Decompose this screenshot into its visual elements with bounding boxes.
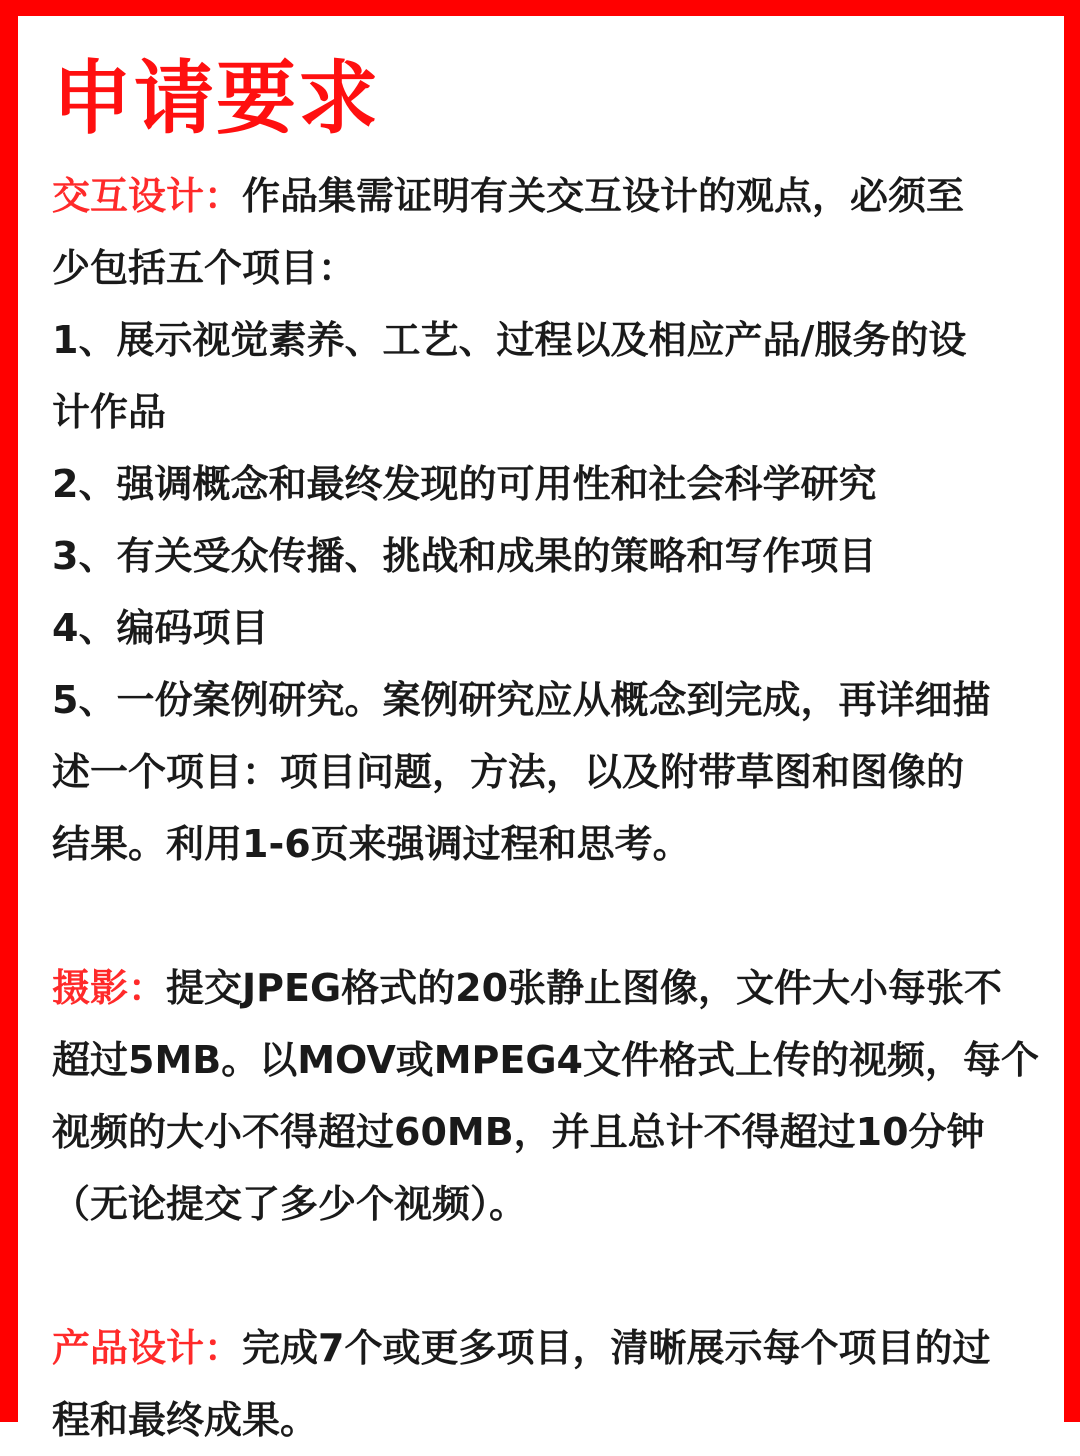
section-interaction-line-2: 少包括五个项目： [52, 246, 357, 290]
section-interaction-line-5: 2、强调概念和最终发现的可用性和社会科学研究 [52, 462, 877, 506]
section-interaction-line-6: 3、有关受众传播、挑战和成果的策略和写作项目 [52, 534, 877, 578]
section-interaction-line-9: 述一个项目：项目问题，方法，以及附带草图和图像的 [52, 750, 965, 794]
section-spacer [52, 1240, 1072, 1312]
section-text: 作品集需证明有关交互设计的观点，必须至 [242, 174, 965, 218]
section-interaction-line-3: 1、展示视觉素养、工艺、过程以及相应产品/服务的设 [52, 318, 967, 362]
section-interaction-label: 交互设计： [52, 174, 243, 218]
section-product-line-1 [52, 1312, 1072, 1384]
section-photography-label: 摄影： [52, 966, 167, 1010]
section-product-line-2: 程和最终成果。 [52, 1398, 319, 1442]
section-photography-line-4: （无论提交了多少个视频）。 [52, 1182, 528, 1226]
section-text: 提交JPEG格式的20张静止图像，文件大小每张不 [166, 966, 1003, 1010]
section-interaction-line-10: 结果。利用1-6页来强调过程和思考。 [52, 822, 691, 866]
section-interaction-line-4: 计作品 [52, 390, 167, 434]
section-photography-line-1 [52, 952, 1072, 1024]
section-text: 完成7个或更多项目，清晰展示每个项目的过 [242, 1326, 991, 1370]
section-spacer [52, 880, 1072, 952]
section-photography-line-3: 视频的大小不得超过60MB，并且总计不得超过10分钟 [52, 1110, 985, 1154]
section-interaction-line-1 [52, 160, 1072, 232]
section-photography-line-2: 超过5MB。以MOV或MPEG4文件格式上传的视频，每个 [52, 1038, 1039, 1082]
page-title: 申请要求 [52, 52, 380, 145]
section-product-label: 产品设计： [52, 1326, 243, 1370]
section-interaction-line-8: 5、一份案例研究。案例研究应从概念到完成，再详细描 [52, 678, 991, 722]
section-interaction-line-7: 4、编码项目 [52, 606, 269, 650]
document-content [52, 44, 1072, 1456]
